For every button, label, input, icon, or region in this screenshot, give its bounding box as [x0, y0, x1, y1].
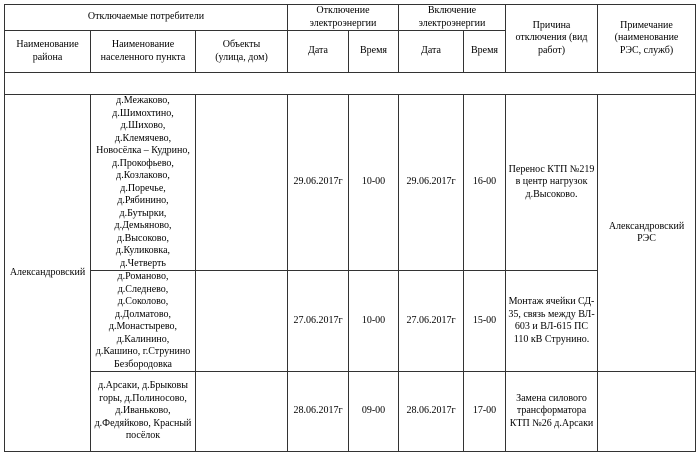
- date-on-cell: 28.06.2017г: [399, 372, 464, 452]
- spacer-row: [5, 73, 696, 95]
- time-off-cell: 09-00: [349, 372, 399, 452]
- district-cell: Александровский: [5, 95, 91, 452]
- header-note: Примечание (наименование РЭС, служб): [598, 5, 696, 73]
- objects-cell: [196, 372, 288, 452]
- settlements-cell: д.Межаково, д.Шимохтино, д.Шихово, д.Клемячево, Новосёлка – Кудрино, д.Прокофьево, д.Козлаково, д.Поречье, д.Рябинино, д.Бутырки, д.Демьяново, д.Высоково, д.Куликовка, д.Четверть: [91, 95, 196, 271]
- settlements-cell: д.Романово, д.Следнево, д.Соколово, д.Долматово, д.Монастырево, д.Калинино, д.Кашино, г.Струнино Безбородовка: [91, 271, 196, 372]
- reason-cell: Монтаж ячейки СД- 35, связь между ВЛ- 603 и ВЛ-615 ПС 110 кВ Струнино.: [506, 271, 598, 372]
- header-district-name: Наименование района: [5, 31, 91, 73]
- time-on-cell: 17-00: [464, 372, 506, 452]
- time-off-cell: 10-00: [349, 95, 399, 271]
- table-row: [5, 372, 696, 452]
- header-date-on: Дата: [399, 31, 464, 73]
- objects-cell: [196, 95, 288, 271]
- header-settlement-name: Наименование населенного пункта: [91, 31, 196, 73]
- note-empty-cell: [598, 372, 696, 452]
- header-date-off: Дата: [288, 31, 349, 73]
- header-consumers: Отключаемые потребители: [5, 5, 288, 31]
- reason-cell: Замена силового трансформатора КТП №26 д.Арсаки: [506, 372, 598, 452]
- header-time-on: Время: [464, 31, 506, 73]
- header-disconnect: Отключение электроэнергии: [288, 5, 399, 31]
- header-time-off: Время: [349, 31, 399, 73]
- objects-cell: [196, 271, 288, 372]
- header-row-top: [5, 5, 696, 31]
- header-connect: Включение электроэнергии: [399, 5, 506, 31]
- date-on-cell: 29.06.2017г: [399, 95, 464, 271]
- date-off-cell: 27.06.2017г: [288, 271, 349, 372]
- table-row: [5, 95, 696, 271]
- date-off-cell: 28.06.2017г: [288, 372, 349, 452]
- time-off-cell: 10-00: [349, 271, 399, 372]
- header-objects: Объекты (улица, дом): [196, 31, 288, 73]
- spacer-cell: [5, 73, 696, 95]
- service-cell: Александровский РЭС: [598, 95, 696, 372]
- outage-schedule-table: [4, 4, 696, 452]
- time-on-cell: 16-00: [464, 95, 506, 271]
- date-on-cell: 27.06.2017г: [399, 271, 464, 372]
- reason-cell: Перенос КТП №219 в центр нагрузок д.Высоково.: [506, 95, 598, 271]
- header-reason: Причина отключения (вид работ): [506, 5, 598, 73]
- table-row: [5, 271, 696, 372]
- date-off-cell: 29.06.2017г: [288, 95, 349, 271]
- settlements-cell: д.Арсаки, д.Брыковы горы, д.Полиносово, д.Иваньково, д.Федяйково, Красный посёлок: [91, 372, 196, 452]
- time-on-cell: 15-00: [464, 271, 506, 372]
